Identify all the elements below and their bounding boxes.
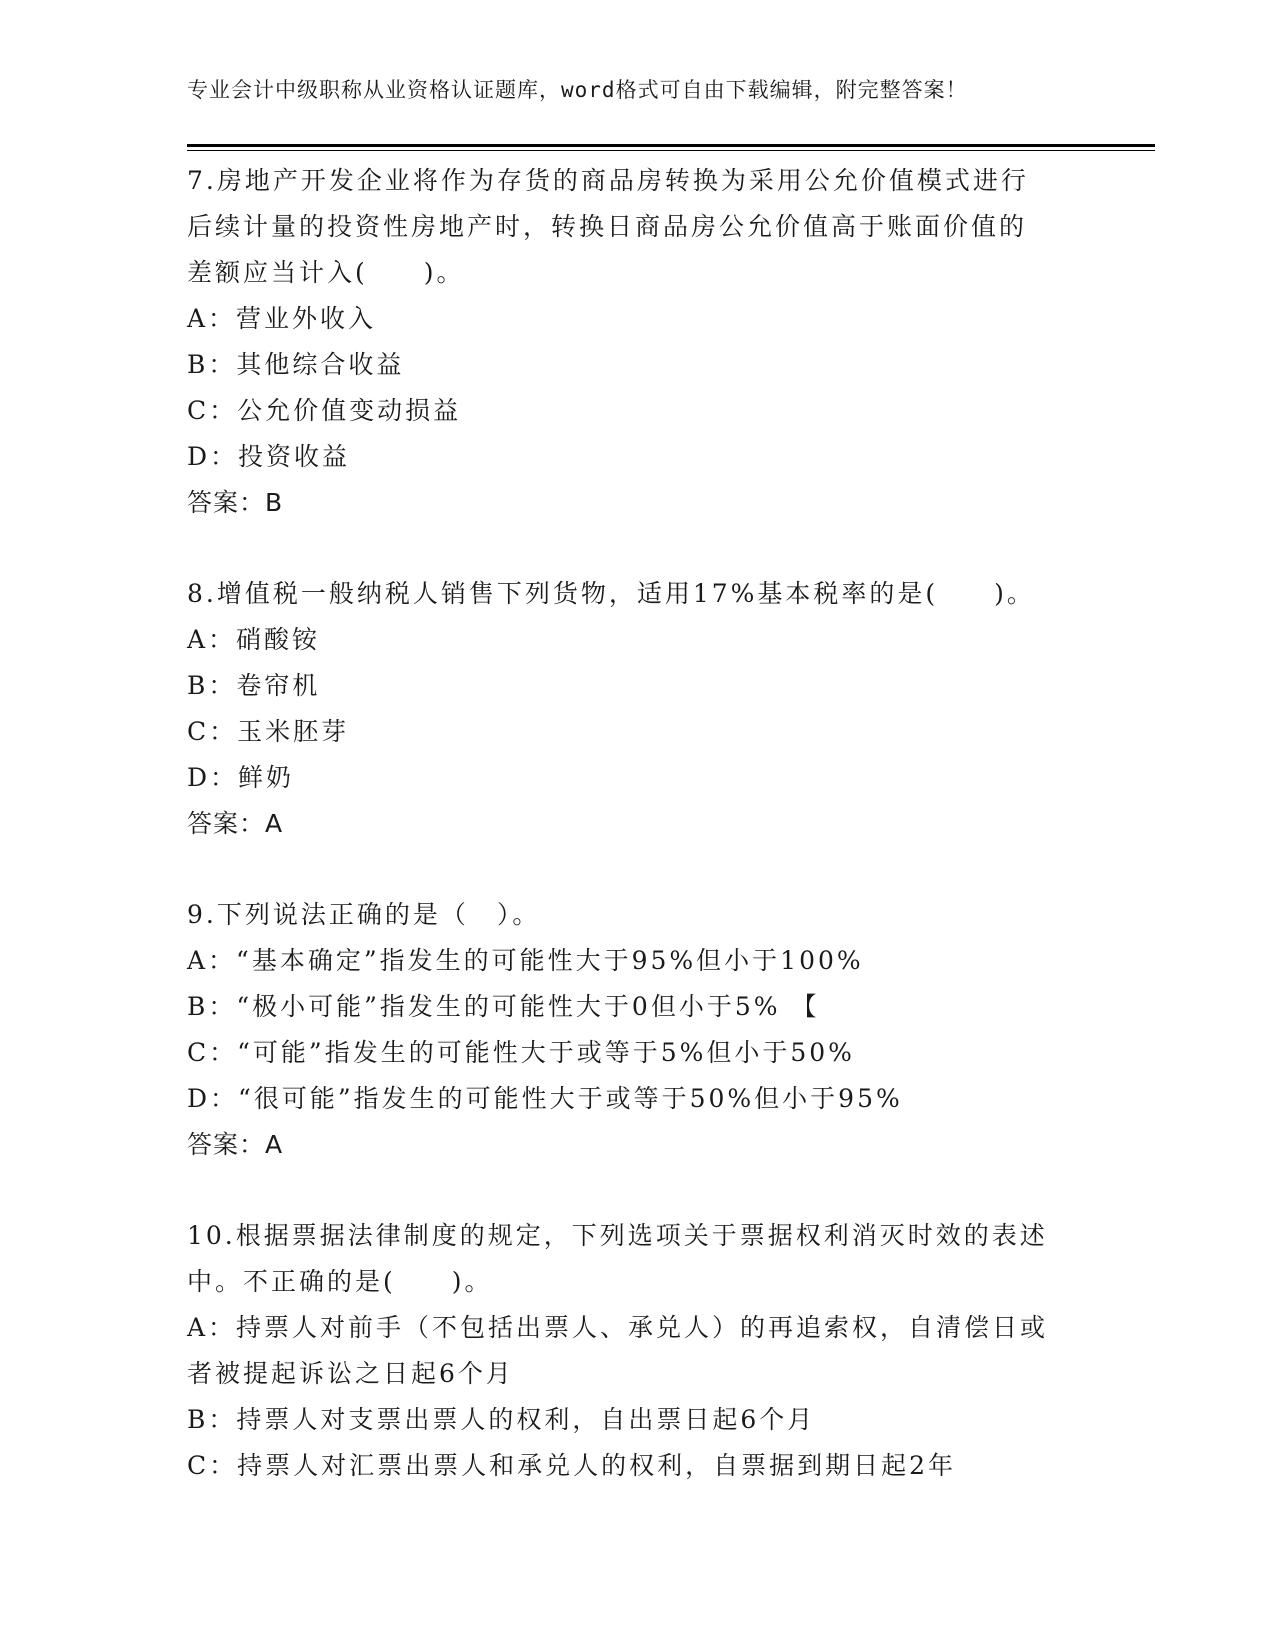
question-10 xyxy=(187,1213,1087,1489)
question-stem-line: 后续计量的投资性房地产时，转换日商品房公允价值高于账面价值的 xyxy=(187,212,1028,241)
option-d: D：投资收益 xyxy=(187,442,351,471)
option-a: A：硝酸铵 xyxy=(187,625,321,654)
option-a: A：“基本确定”指发生的可能性大于95%但小于100% xyxy=(187,946,864,975)
question-stem-line: 中。不正确的是( )。 xyxy=(187,1267,493,1296)
question-stem-line: 9.下列说法正确的是（ ）。 xyxy=(187,900,541,929)
option-a: A：持票人对前手（不包括出票人、承兑人）的再追索权，自清偿日或 xyxy=(187,1313,1049,1342)
answer: 答案：A xyxy=(187,1130,284,1159)
option-d: D：鲜奶 xyxy=(187,763,295,792)
question-stem-line: 差额应当计入( )。 xyxy=(187,258,465,287)
option-c: C：“可能”指发生的可能性大于或等于5%但小于50% xyxy=(187,1038,855,1067)
question-9 xyxy=(187,892,1087,1168)
question-8 xyxy=(187,571,1087,847)
answer: 答案：A xyxy=(187,809,284,838)
option-a-continued: 者被提起诉讼之日起6个月 xyxy=(187,1359,514,1388)
option-b: B：持票人对支票出票人的权利，自出票日起6个月 xyxy=(187,1405,816,1434)
option-b: B：其他综合收益 xyxy=(187,350,405,379)
option-b: B：卷帘机 xyxy=(187,671,321,700)
option-c: C：持票人对汇票出票人和承兑人的权利，自票据到期日起2年 xyxy=(187,1451,957,1480)
header-rule-thick xyxy=(187,144,1155,147)
page-header: 专业会计中级职称从业资格认证题库，word格式可自由下载编辑，附完整答案！ xyxy=(187,78,968,102)
header-rule-thin xyxy=(187,150,1155,151)
option-d: D：“很可能”指发生的可能性大于或等于50%但小于95% xyxy=(187,1084,903,1113)
question-stem-line: 10.根据票据法律制度的规定，下列选项关于票据权利消灭时效的表述 xyxy=(187,1221,1048,1250)
question-7 xyxy=(187,158,1087,526)
option-c: C：玉米胚芽 xyxy=(187,717,350,746)
question-list xyxy=(187,158,1087,1534)
option-a: A：营业外收入 xyxy=(187,304,377,333)
question-stem-line: 7.房地产开发企业将作为存货的商品房转换为采用公允价值模式进行 xyxy=(187,166,1029,195)
question-stem-line: 8.增值税一般纳税人销售下列货物，适用17%基本税率的是( )。 xyxy=(187,579,1035,608)
answer: 答案：B xyxy=(187,488,284,517)
option-b: B：“极小可能”指发生的可能性大于0但小于5% 【 xyxy=(187,992,820,1021)
option-c: C：公允价值变动损益 xyxy=(187,396,462,425)
